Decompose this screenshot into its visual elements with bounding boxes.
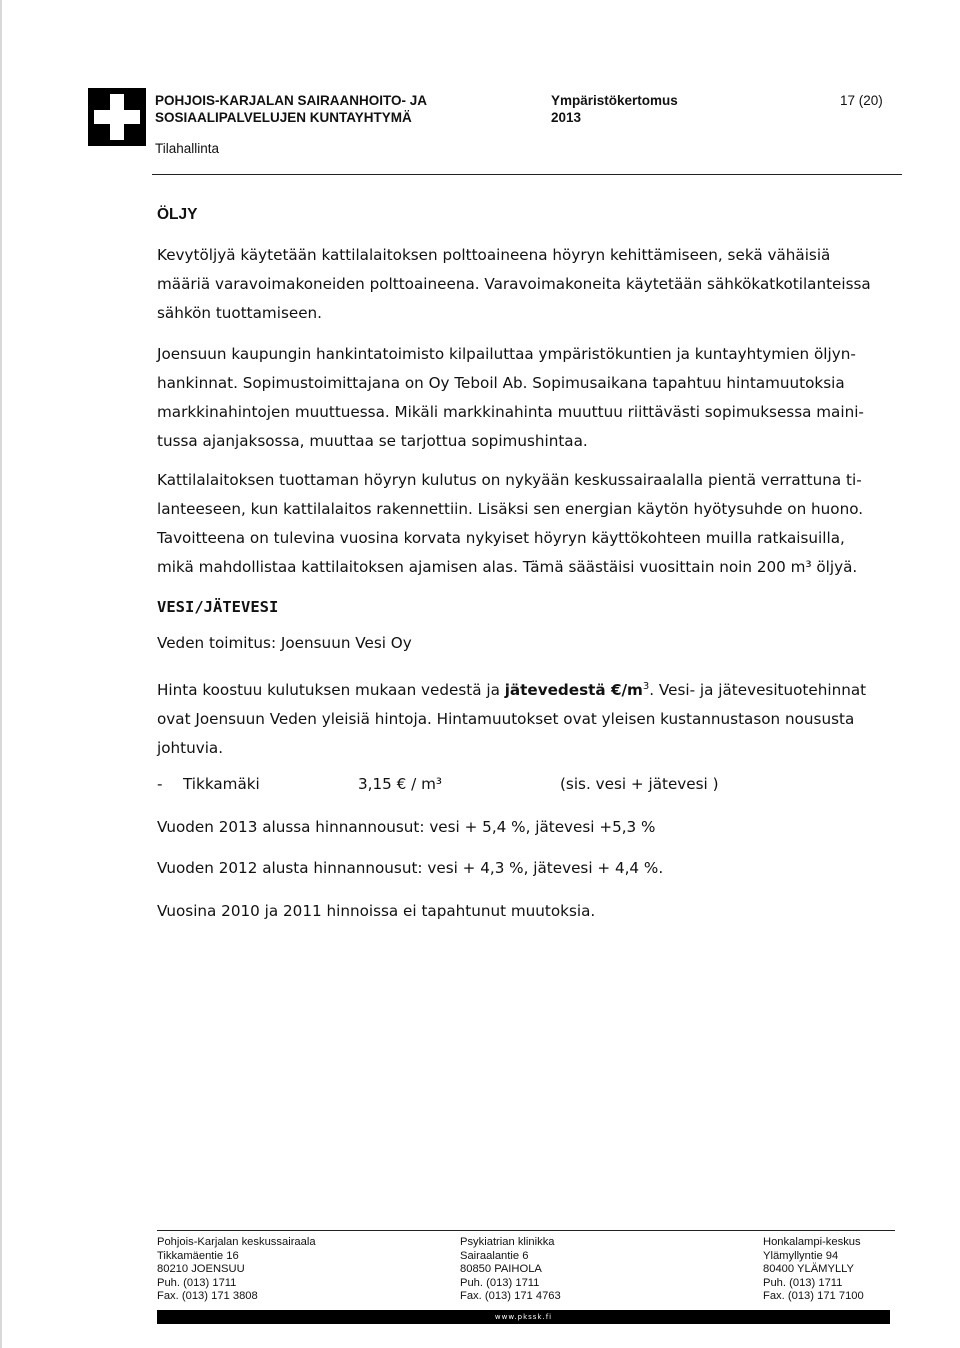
price-value: 3,15 € / m³ <box>358 775 442 793</box>
header-rule <box>152 174 902 175</box>
scan-edge <box>0 0 2 1348</box>
doc-year: 2013 <box>551 110 582 125</box>
footer-address-psychiatry: Psykiatrian klinikka Sairaalantie 6 80850 PAIHOLA Puh. (013) 1711 Fax. (013) 171 4763 <box>460 1236 561 1303</box>
water-supplier: Veden toimitus: Joensuun Vesi Oy <box>157 634 412 652</box>
price-note: (sis. vesi + jätevesi ) <box>560 775 719 793</box>
cross-logo-icon <box>88 88 146 146</box>
footer-address-honkalampi: Honkalampi-keskus Ylämyllyntie 94 80400 YLÄMYLLY Puh. (013) 1711 Fax. (013) 171 7100 <box>763 1236 864 1303</box>
price-increase-2013: Vuoden 2013 alussa hinnannousut: vesi + 5,4 %, jätevesi +5,3 % <box>157 818 656 836</box>
oil-paragraph-3: Kattilalaitoksen tuottaman höyryn kulutus on nykyään keskussairaalalla pientä verrattuna ti- lanteeseen, kun kattilalaitos rakennettiin. Lisäksi sen energian käytön hyötysuhde on huono. Tavoitteena on tulevina vuosina korvata nykyiset höyryn käyttökohteen muilla ratkaisuilla, mikä mahdollistaa kattilaitoksen ajamisen alas. Tämä säästäisi vuosittain noin 200 m³ öljyä. <box>157 471 864 576</box>
section-heading-water: VESI/JÄTEVESI <box>157 598 279 616</box>
section-heading-oil: ÖLJY <box>157 206 198 223</box>
no-change-note: Vuosina 2010 ja 2011 hinnoissa ei tapahtunut muutoksia. <box>157 902 596 920</box>
oil-paragraph-2: Joensuun kaupungin hankintatoimisto kilpailuttaa ympäristökuntien ja kuntayhtymien öljyn- hankinnat. Sopimustoimittajana on Oy Teboil Ab. Sopimusaikana tapahtuu hintamuutoksia markkinahintojen muuttuessa. Mikäli markkinahinta muuttuu riittävästi sopimuksessa maini- tussa ajanjaksossa, muuttaa se tarjottua sopimushintaa. <box>157 345 864 450</box>
doc-title: Ympäristökertomus <box>551 93 678 108</box>
footer-rule <box>157 1230 895 1231</box>
oil-paragraph-1: Kevytöljyä käytetään kattilalaitoksen polttoaineena höyryn kehittämiseen, sekä vähäisiä määriä varavoimakoneiden polttoaineena. Varavoimakoneita käytetään sähkökatkotilanteissa sähkön tuottamiseen. <box>157 246 871 322</box>
page-number: 17 (20) <box>840 93 883 108</box>
water-paragraph: Hinta koostuu kulutuksen mukaan vedestä ja jätevedestä $€/m^3$. Vesi- ja jätevesituotehinnat ovat Joensuun Veden yleisiä hintoja. Hintamuutokset ovat yleisen kustannustason noususta johtuvia. <box>157 681 867 758</box>
org-name-line1: POHJOIS-KARJALAN SAIRAANHOITO- JA <box>155 93 428 108</box>
unit-name: Tilahallinta <box>155 141 220 156</box>
price-dash: - <box>157 775 163 793</box>
price-location: Tikkamäki <box>183 775 260 793</box>
org-name-line2: SOSIAALIPALVELUJEN KUNTAYHTYMÄ <box>155 110 412 125</box>
footer-bar <box>157 1310 890 1324</box>
footer-url[interactable]: www.pkssk.fi <box>494 1313 553 1321</box>
footer-address-hospital: Pohjois-Karjalan keskussairaala Tikkamäentie 16 80210 JOENSUU Puh. (013) 1711 Fax. (013) 171 3808 <box>157 1236 316 1303</box>
price-increase-2012: Vuoden 2012 alusta hinnannousut: vesi + 4,3 %, jätevesi + 4,4 %. <box>157 859 664 877</box>
